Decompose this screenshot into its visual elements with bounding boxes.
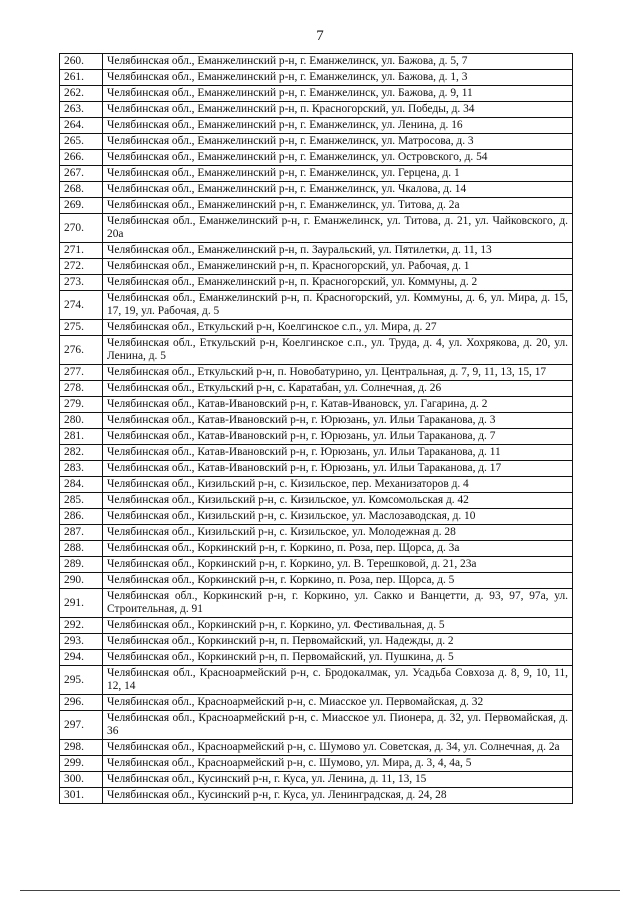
row-address: Челябинская обл., Еманжелинский р-н, г. Еманжелинск, ул. Бажова, д. 9, 11 [103, 86, 573, 102]
row-address: Челябинская обл., Кизильский р-н, с. Кизильское, ул. Комсомольская д. 42 [103, 493, 573, 509]
row-number: 272. [60, 259, 103, 275]
row-number: 284. [60, 477, 103, 493]
row-address: Челябинская обл., Еманжелинский р-н, г. Еманжелинск, ул. Титова, д. 2а [103, 198, 573, 214]
row-address: Челябинская обл., Коркинский р-н, г. Коркино, ул. В. Терешковой, д. 21, 23а [103, 557, 573, 573]
table-row [60, 413, 573, 429]
row-number: 260. [60, 54, 103, 70]
table-row [60, 525, 573, 541]
row-address: Челябинская обл., Катав-Ивановский р-н, г. Юрюзань, ул. Ильи Тараканова, д. 7 [103, 429, 573, 445]
table-row [60, 557, 573, 573]
row-address: Челябинская обл., Красноармейский р-н, с. Шумово, ул. Мира, д. 3, 4, 4а, 5 [103, 756, 573, 772]
row-number: 281. [60, 429, 103, 445]
row-number: 274. [60, 291, 103, 320]
row-number: 289. [60, 557, 103, 573]
row-address: Челябинская обл., Еманжелинский р-н, г. Еманжелинск, ул. Ленина, д. 16 [103, 118, 573, 134]
table-row [60, 320, 573, 336]
row-number: 264. [60, 118, 103, 134]
table-row [60, 397, 573, 413]
table-row [60, 336, 573, 365]
row-number: 294. [60, 650, 103, 666]
table-row [60, 365, 573, 381]
row-address: Челябинская обл., Красноармейский р-н, с. Шумово ул. Советская, д. 34, ул. Солнечная, д. 2а [103, 740, 573, 756]
row-address: Челябинская обл., Еманжелинский р-н, г. Еманжелинск, ул. Островского, д. 54 [103, 150, 573, 166]
row-address: Челябинская обл., Катав-Ивановский р-н, г. Юрюзань, ул. Ильи Тараканова, д. 3 [103, 413, 573, 429]
table-row [60, 772, 573, 788]
row-number: 276. [60, 336, 103, 365]
table-row [60, 634, 573, 650]
row-address: Челябинская обл., Еманжелинский р-н, г. Еманжелинск, ул. Матросова, д. 3 [103, 134, 573, 150]
row-number: 288. [60, 541, 103, 557]
row-number: 286. [60, 509, 103, 525]
row-address: Челябинская обл., Еманжелинский р-н, г. Еманжелинск, ул. Бажова, д. 1, 3 [103, 70, 573, 86]
row-address: Челябинская обл., Еманжелинский р-н, п. Зауральский, ул. Пятилетки, д. 11, 13 [103, 243, 573, 259]
table-row [60, 788, 573, 804]
row-address: Челябинская обл., Катав-Ивановский р-н, г. Юрюзань, ул. Ильи Тараканова, д. 17 [103, 461, 573, 477]
row-number: 295. [60, 666, 103, 695]
row-number: 300. [60, 772, 103, 788]
row-address: Челябинская обл., Еманжелинский р-н, г. Еманжелинск, ул. Чкалова, д. 14 [103, 182, 573, 198]
row-address: Челябинская обл., Еманжелинский р-н, п. Красногорский, ул. Коммуны, д. 6, ул. Мира, д. 15, 17, 19, ул. Рабочая, д. 5 [103, 291, 573, 320]
row-number: 278. [60, 381, 103, 397]
row-address: Челябинская обл., Кизильский р-н, с. Кизильское, ул. Молодежная д. 28 [103, 525, 573, 541]
row-address: Челябинская обл., Коркинский р-н, г. Коркино, п. Роза, пер. Щорса, д. 5 [103, 573, 573, 589]
table-row [60, 102, 573, 118]
table-row [60, 243, 573, 259]
row-number: 268. [60, 182, 103, 198]
row-address: Челябинская обл., Кизильский р-н, с. Кизильское, ул. Маслозаводская, д. 10 [103, 509, 573, 525]
row-number: 263. [60, 102, 103, 118]
table-row [60, 134, 573, 150]
row-number: 283. [60, 461, 103, 477]
table-row [60, 381, 573, 397]
row-number: 273. [60, 275, 103, 291]
row-number: 287. [60, 525, 103, 541]
row-number: 277. [60, 365, 103, 381]
row-number: 280. [60, 413, 103, 429]
table-row [60, 477, 573, 493]
table-row [60, 740, 573, 756]
table-row [60, 198, 573, 214]
table-row [60, 573, 573, 589]
table-row [60, 118, 573, 134]
table-row [60, 182, 573, 198]
row-address: Челябинская обл., Красноармейский р-н, с. Миасское ул. Первомайская, д. 32 [103, 695, 573, 711]
row-address: Челябинская обл., Еманжелинский р-н, п. Красногорский, ул. Победы, д. 34 [103, 102, 573, 118]
table-row [60, 695, 573, 711]
row-address: Челябинская обл., Еманжелинский р-н, г. Еманжелинск, ул. Бажова, д. 5, 7 [103, 54, 573, 70]
table-row [60, 259, 573, 275]
table-row [60, 214, 573, 243]
row-number: 291. [60, 589, 103, 618]
row-number: 265. [60, 134, 103, 150]
table-row [60, 589, 573, 618]
row-address: Челябинская обл., Еманжелинский р-н, п. Красногорский, ул. Рабочая, д. 1 [103, 259, 573, 275]
row-number: 298. [60, 740, 103, 756]
table-row [60, 666, 573, 695]
row-number: 292. [60, 618, 103, 634]
row-address: Челябинская обл., Коркинский р-н, п. Первомайский, ул. Пушкина, д. 5 [103, 650, 573, 666]
row-number: 297. [60, 711, 103, 740]
row-number: 285. [60, 493, 103, 509]
row-address: Челябинская обл., Еманжелинский р-н, г. Еманжелинск, ул. Титова, д. 21, ул. Чайковского, д. 20а [103, 214, 573, 243]
page-number: 7 [316, 28, 324, 44]
table-row [60, 650, 573, 666]
row-address: Челябинская обл., Красноармейский р-н, с. Миасское ул. Пионера, д. 32, ул. Первомайская, д. 36 [103, 711, 573, 740]
table-row [60, 711, 573, 740]
row-address: Челябинская обл., Еткульский р-н, Коелгинское с.п., ул. Мира, д. 27 [103, 320, 573, 336]
table-row [60, 541, 573, 557]
row-number: 275. [60, 320, 103, 336]
row-address: Челябинская обл., Кизильский р-н, с. Кизильское, пер. Механизаторов д. 4 [103, 477, 573, 493]
scan-edge-line [20, 890, 620, 891]
row-address: Челябинская обл., Еманжелинский р-н, г. Еманжелинск, ул. Герцена, д. 1 [103, 166, 573, 182]
row-address: Челябинская обл., Еманжелинский р-н, п. Красногорский, ул. Коммуны, д. 2 [103, 275, 573, 291]
table-row [60, 150, 573, 166]
table-row [60, 54, 573, 70]
row-number: 262. [60, 86, 103, 102]
row-number: 299. [60, 756, 103, 772]
row-number: 266. [60, 150, 103, 166]
row-address: Челябинская обл., Еткульский р-н, Коелгинское с.п., ул. Труда, д. 4, ул. Хохрякова, д. 20, ул. Ленина, д. 5 [103, 336, 573, 365]
row-address: Челябинская обл., Красноармейский р-н, с. Бродокалмак, ул. Усадьба Совхоза д. 8, 9, 10, 11, 12, 14 [103, 666, 573, 695]
row-number: 271. [60, 243, 103, 259]
table-row [60, 445, 573, 461]
row-address: Челябинская обл., Коркинский р-н, г. Коркино, п. Роза, пер. Щорса, д. 3а [103, 541, 573, 557]
table-body [60, 54, 573, 804]
row-number: 290. [60, 573, 103, 589]
row-address: Челябинская обл., Еткульский р-н, п. Новобатурино, ул. Центральная, д. 7, 9, 11, 13, 15, 17 [103, 365, 573, 381]
table-row [60, 493, 573, 509]
row-address: Челябинская обл., Коркинский р-н, г. Коркино, ул. Фестивальная, д. 5 [103, 618, 573, 634]
row-number: 270. [60, 214, 103, 243]
table-row [60, 509, 573, 525]
row-address: Челябинская обл., Кусинский р-н, г. Куса, ул. Ленинградская, д. 24, 28 [103, 788, 573, 804]
row-address: Челябинская обл., Еткульский р-н, с. Каратабан, ул. Солнечная, д. 26 [103, 381, 573, 397]
row-address: Челябинская обл., Коркинский р-н, г. Коркино, ул. Сакко и Ванцетти, д. 93, 97, 97а, ул. Строительная, д. 91 [103, 589, 573, 618]
row-number: 282. [60, 445, 103, 461]
table-row [60, 166, 573, 182]
row-number: 279. [60, 397, 103, 413]
row-address: Челябинская обл., Коркинский р-н, п. Первомайский, ул. Надежды, д. 2 [103, 634, 573, 650]
row-number: 296. [60, 695, 103, 711]
table-row [60, 86, 573, 102]
row-number: 269. [60, 198, 103, 214]
table-row [60, 291, 573, 320]
row-number: 293. [60, 634, 103, 650]
row-address: Челябинская обл., Катав-Ивановский р-н, г. Катав-Ивановск, ул. Гагарина, д. 2 [103, 397, 573, 413]
table-row [60, 756, 573, 772]
row-number: 261. [60, 70, 103, 86]
table-row [60, 429, 573, 445]
row-number: 267. [60, 166, 103, 182]
row-number: 301. [60, 788, 103, 804]
table-row [60, 461, 573, 477]
row-address: Челябинская обл., Кусинский р-н, г. Куса, ул. Ленина, д. 11, 13, 15 [103, 772, 573, 788]
address-table [59, 53, 573, 804]
table-row [60, 275, 573, 291]
row-address: Челябинская обл., Катав-Ивановский р-н, г. Юрюзань, ул. Ильи Тараканова, д. 11 [103, 445, 573, 461]
table-row [60, 70, 573, 86]
table-row [60, 618, 573, 634]
